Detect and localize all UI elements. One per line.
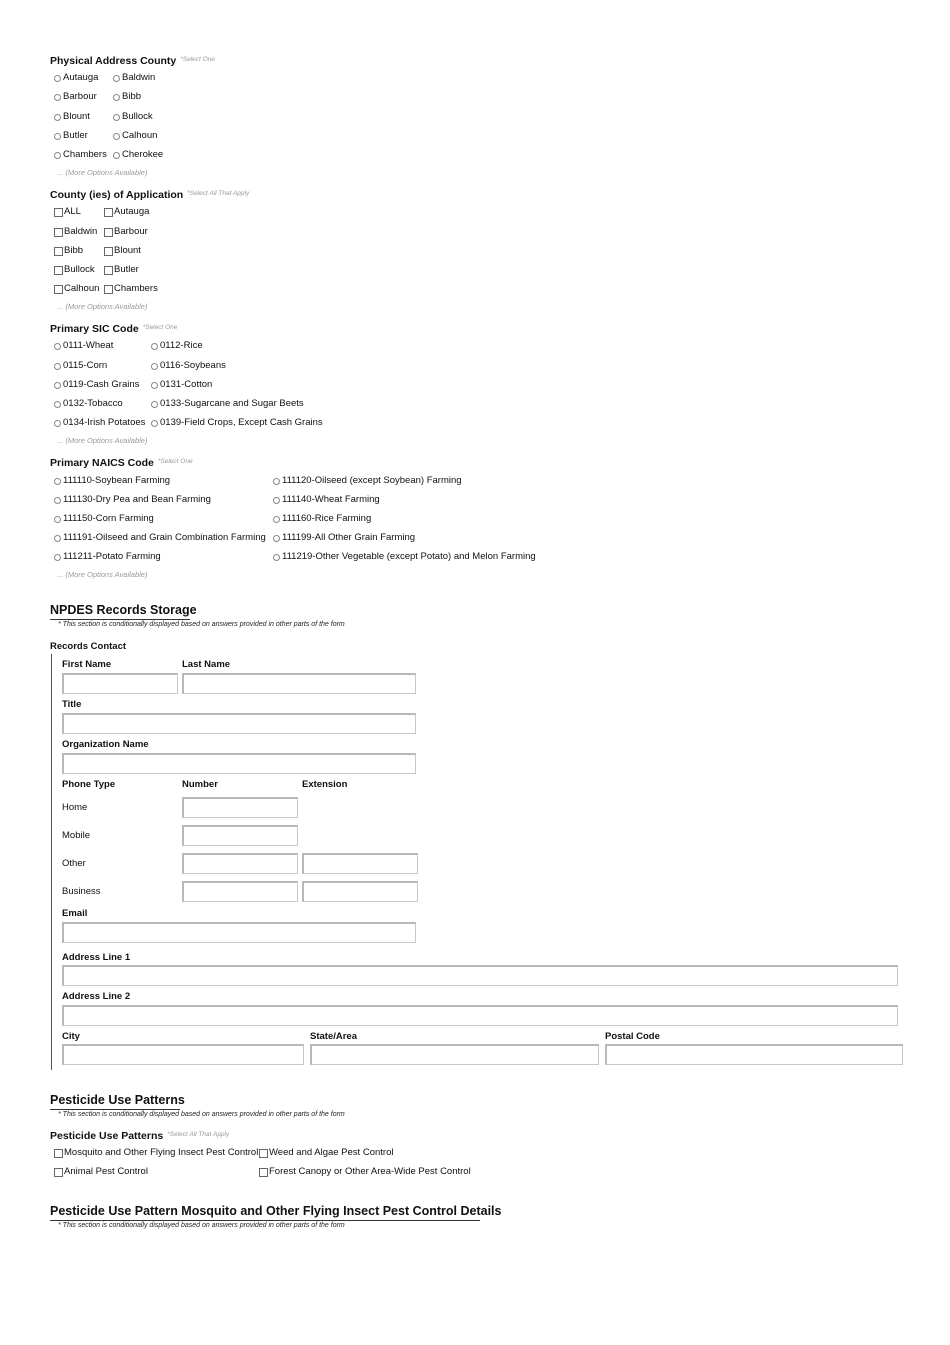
app-county-option-baldwin[interactable]: Baldwin: [54, 226, 97, 237]
radio-icon[interactable]: [113, 152, 120, 159]
phone-row-mobile-label: Mobile: [62, 830, 90, 841]
naics-option[interactable]: 111191-Oilseed and Grain Combination Farming: [54, 532, 266, 543]
pesticide-use-label: Pesticide Use Patterns $^{*Select All That Apply}$: [50, 1130, 230, 1142]
county-hint: *Select One: [180, 56, 215, 63]
radio-icon[interactable]: [273, 497, 280, 504]
last-name-label: Last Name: [182, 659, 231, 670]
radio-icon[interactable]: [54, 554, 61, 561]
application-counties-hint: *Select All That Apply: [187, 190, 250, 197]
county-option-barbour[interactable]: Barbour: [54, 91, 97, 102]
title-label: Title: [62, 699, 82, 710]
radio-icon[interactable]: [273, 516, 280, 523]
pesticide-conditional-note: * This section is conditionally displayed based on answers provided in other parts of the form: [58, 1111, 345, 1118]
first-name-label: First Name: [62, 659, 112, 670]
radio-icon[interactable]: [151, 420, 158, 427]
app-county-option-blount[interactable]: Blount: [104, 245, 141, 256]
radio-icon[interactable]: [54, 152, 61, 159]
phone-row-home-label: Home: [62, 802, 88, 813]
sic-more-options: ... (More Options Available): [57, 436, 148, 445]
business-number-input[interactable]: [182, 881, 298, 902]
app-county-option-calhoun[interactable]: Calhoun: [54, 283, 99, 294]
radio-icon[interactable]: [151, 401, 158, 408]
app-county-option-all[interactable]: ALL: [54, 206, 81, 217]
radio-icon[interactable]: [54, 133, 61, 140]
checkbox-icon[interactable]: [104, 285, 113, 294]
radio-icon[interactable]: [54, 478, 61, 485]
radio-icon[interactable]: [54, 497, 61, 504]
county-option-butler[interactable]: Butler: [54, 130, 88, 141]
sic-hint: *Select One: [142, 324, 178, 331]
checkbox-icon[interactable]: [54, 1149, 63, 1158]
radio-icon[interactable]: [113, 75, 120, 82]
pesticide-section-title: Pesticide Use Patterns: [50, 1093, 185, 1107]
phone-extension-label: Extension: [302, 779, 348, 790]
address-line1-input[interactable]: [62, 965, 898, 986]
radio-icon[interactable]: [54, 401, 61, 408]
sic-option[interactable]: 0112-Rice: [151, 340, 203, 351]
postal-code-label: Postal Code: [605, 1031, 660, 1042]
radio-icon[interactable]: [54, 114, 61, 121]
radio-icon[interactable]: [273, 554, 280, 561]
npdes-section-title: NPDES Records Storage: [50, 603, 197, 617]
county-option-cherokee[interactable]: Cherokee: [113, 149, 163, 160]
city-input[interactable]: [62, 1044, 304, 1065]
radio-icon[interactable]: [273, 478, 280, 485]
app-county-more-options: ... (More Options Available): [57, 302, 148, 311]
checkbox-icon[interactable]: [54, 285, 63, 294]
home-number-input[interactable]: [182, 797, 298, 818]
county-option-chambers[interactable]: Chambers: [54, 149, 107, 160]
last-name-input[interactable]: [182, 673, 416, 694]
address-line2-label: Address Line 2: [62, 991, 131, 1002]
sic-label: Primary SIC Code $^{*Select One}$: [50, 323, 178, 335]
address-line1-label: Address Line 1: [62, 952, 131, 963]
address-line2-input[interactable]: [62, 1005, 898, 1026]
pesticide-title-underline: [50, 1109, 180, 1110]
app-county-option-butler[interactable]: Butler: [104, 264, 139, 275]
checkbox-icon[interactable]: [259, 1168, 268, 1177]
sic-option[interactable]: 0119-Cash Grains: [54, 379, 139, 390]
records-contact-border: [51, 654, 52, 1070]
business-extension-input[interactable]: [302, 881, 418, 902]
checkbox-icon[interactable]: [54, 228, 63, 237]
pesticide-option-weed[interactable]: Weed and Algae Pest Control: [259, 1147, 393, 1158]
naics-option[interactable]: 111199-All Other Grain Farming: [273, 532, 415, 543]
county-option-bibb[interactable]: Bibb: [113, 91, 141, 102]
app-county-option-autauga[interactable]: Autauga: [104, 206, 149, 217]
radio-icon[interactable]: [54, 343, 61, 350]
phone-number-label: Number: [182, 779, 218, 790]
other-extension-input[interactable]: [302, 853, 418, 874]
naics-option[interactable]: 111110-Soybean Farming: [54, 475, 170, 486]
county-more-options: ... (More Options Available): [57, 168, 148, 177]
pesticide-option-animal[interactable]: Animal Pest Control: [54, 1166, 148, 1177]
checkbox-icon[interactable]: [104, 247, 113, 256]
radio-icon[interactable]: [54, 382, 61, 389]
county-option-bullock[interactable]: Bullock: [113, 111, 153, 122]
county-option-autauga[interactable]: Autauga: [54, 72, 98, 83]
app-county-option-barbour[interactable]: Barbour: [104, 226, 148, 237]
naics-option[interactable]: 111211-Potato Farming: [54, 551, 161, 562]
application-counties-label: County (ies) of Application $^{*Select All That Apply}$: [50, 189, 250, 201]
checkbox-icon[interactable]: [104, 208, 113, 217]
naics-option[interactable]: 111130-Dry Pea and Bean Farming: [54, 494, 211, 505]
email-label: Email: [62, 908, 88, 919]
checkbox-icon[interactable]: [54, 208, 63, 217]
naics-more-options: ... (More Options Available): [57, 570, 148, 579]
pesticide-option-mosquito[interactable]: Mosquito and Other Flying Insect Pest Control: [54, 1147, 258, 1158]
organization-input[interactable]: [62, 753, 416, 774]
county-label: Physical Address County $^{*Select One}$: [50, 55, 215, 67]
naics-option[interactable]: 111150-Corn Farming: [54, 513, 154, 524]
organization-label: Organization Name: [62, 739, 149, 750]
mosquito-title-underline: [50, 1220, 480, 1221]
naics-option[interactable]: 111160-Rice Farming: [273, 513, 371, 524]
npdes-conditional-note: * This section is conditionally displayed based on answers provided in other parts of the form: [58, 621, 345, 628]
radio-icon[interactable]: [151, 363, 158, 370]
sic-option[interactable]: 0134-Irish Potatoes: [54, 417, 145, 428]
naics-option[interactable]: 111140-Wheat Farming: [273, 494, 380, 505]
app-county-option-bullock[interactable]: Bullock: [54, 264, 95, 275]
county-option-baldwin[interactable]: Baldwin: [113, 72, 155, 83]
phone-row-business-label: Business: [62, 886, 101, 897]
other-number-input[interactable]: [182, 853, 298, 874]
pesticide-option-forest[interactable]: Forest Canopy or Other Area-Wide Pest Control: [259, 1166, 471, 1177]
naics-hint: *Select One: [157, 458, 193, 465]
mobile-number-input[interactable]: [182, 825, 298, 846]
app-county-option-chambers[interactable]: Chambers: [104, 283, 158, 294]
postal-code-input[interactable]: [605, 1044, 903, 1065]
state-label: State/Area: [310, 1031, 357, 1042]
state-input[interactable]: [310, 1044, 599, 1065]
phone-type-label: Phone Type: [62, 779, 116, 790]
naics-option[interactable]: 111219-Other Vegetable (except Potato) and Melon Farming: [273, 551, 536, 562]
radio-icon[interactable]: [113, 133, 120, 140]
radio-icon[interactable]: [54, 75, 61, 82]
mosquito-conditional-note: * This section is conditionally displayed based on answers provided in other parts of the form: [58, 1222, 345, 1229]
radio-icon[interactable]: [54, 516, 61, 523]
naics-option[interactable]: 111120-Oilseed (except Soybean) Farming: [273, 475, 462, 486]
app-county-option-bibb[interactable]: Bibb: [54, 245, 83, 256]
checkbox-icon[interactable]: [54, 247, 63, 256]
sic-option[interactable]: 0131-Cotton: [151, 379, 212, 390]
radio-icon[interactable]: [113, 94, 120, 101]
records-contact-label: Records Contact: [50, 641, 127, 652]
sic-option[interactable]: 0133-Sugarcane and Sugar Beets: [151, 398, 304, 409]
sic-option[interactable]: 0116-Soybeans: [151, 360, 226, 371]
npdes-title-underline: [50, 619, 190, 620]
mosquito-section-title: Pesticide Use Pattern Mosquito and Other Flying Insect Pest Control Details: [50, 1204, 502, 1218]
radio-icon[interactable]: [151, 382, 158, 389]
radio-icon[interactable]: [54, 535, 61, 542]
email-input[interactable]: [62, 922, 416, 943]
checkbox-icon[interactable]: [259, 1149, 268, 1158]
phone-row-other-label: Other: [62, 858, 86, 869]
sic-option[interactable]: 0115-Corn: [54, 360, 107, 371]
title-input[interactable]: [62, 713, 416, 734]
radio-icon[interactable]: [54, 420, 61, 427]
sic-option[interactable]: 0111-Wheat: [54, 340, 113, 351]
county-option-blount[interactable]: Blount: [54, 111, 90, 122]
city-label: City: [62, 1031, 80, 1042]
radio-icon[interactable]: [54, 363, 61, 370]
sic-option[interactable]: 0139-Field Crops, Except Cash Grains: [151, 417, 323, 428]
sic-option[interactable]: 0132-Tobacco: [54, 398, 123, 409]
first-name-input[interactable]: [62, 673, 178, 694]
county-option-calhoun[interactable]: Calhoun: [113, 130, 157, 141]
checkbox-icon[interactable]: [54, 1168, 63, 1177]
radio-icon[interactable]: [54, 94, 61, 101]
checkbox-icon[interactable]: [104, 228, 113, 237]
checkbox-icon[interactable]: [54, 266, 63, 275]
radio-icon[interactable]: [113, 114, 120, 121]
radio-icon[interactable]: [273, 535, 280, 542]
pesticide-use-hint: *Select All That Apply: [167, 1131, 230, 1138]
naics-label: Primary NAICS Code $^{*Select One}$: [50, 457, 193, 469]
checkbox-icon[interactable]: [104, 266, 113, 275]
radio-icon[interactable]: [151, 343, 158, 350]
